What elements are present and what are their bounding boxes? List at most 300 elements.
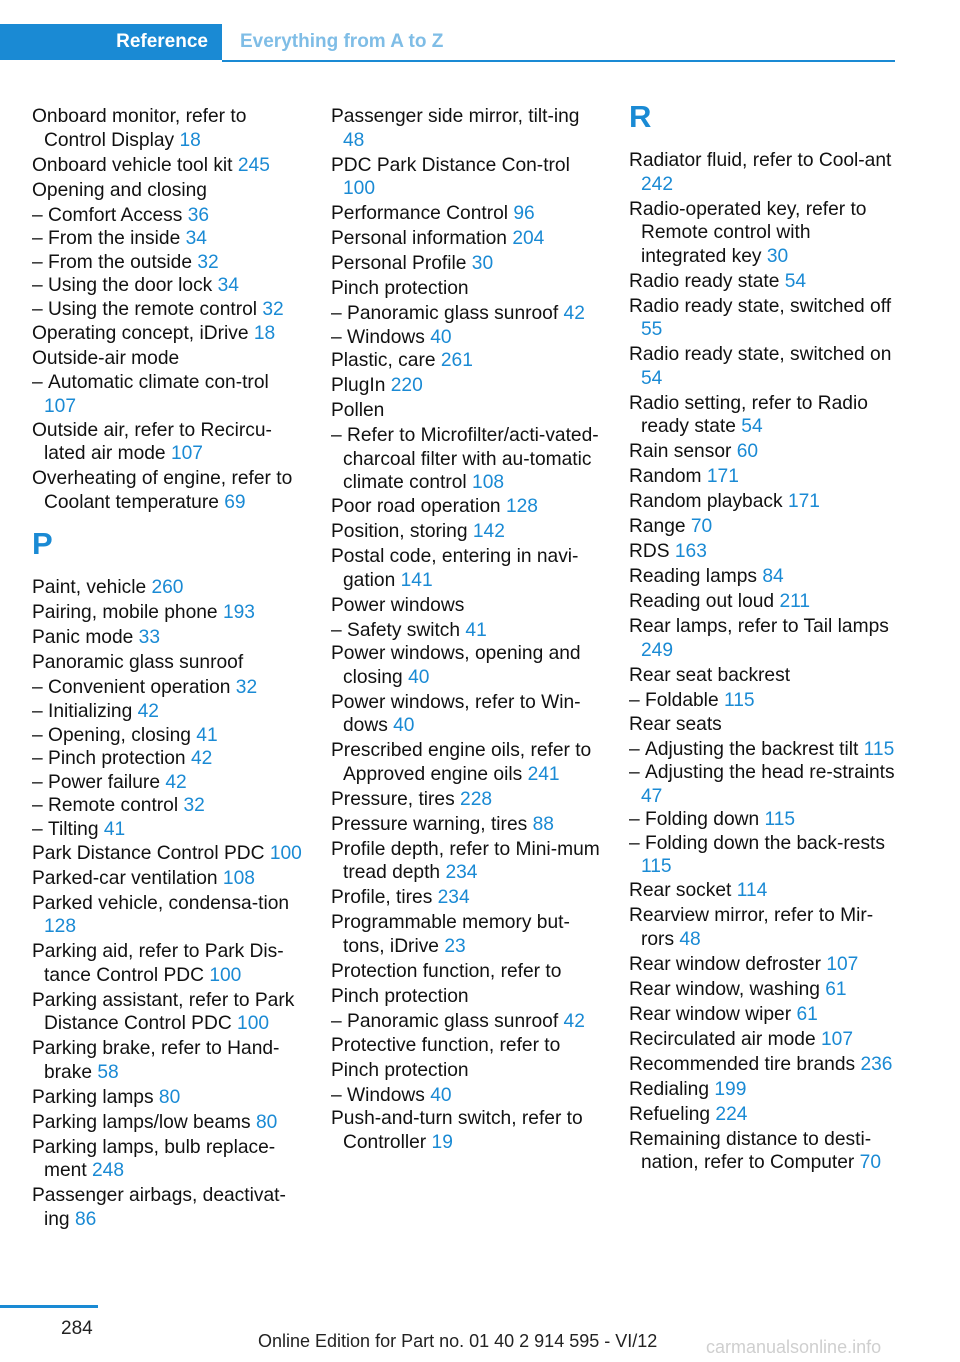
- header-section-title: Everything from A to Z: [240, 31, 444, 52]
- index-entry: [32, 989, 304, 1036]
- index-entry: [629, 392, 895, 439]
- index-entry: [629, 879, 895, 903]
- page-header: [0, 24, 895, 62]
- index-entry-text: Opening, closing: [48, 724, 191, 746]
- index-entry: [331, 495, 603, 519]
- index-subentry: [32, 274, 304, 298]
- index-entry-text: Push-and-turn switch, refer to Controller: [331, 1108, 583, 1153]
- index-subentry: [32, 724, 304, 748]
- page-reference-link[interactable]: 42: [137, 700, 159, 722]
- page-reference-link[interactable]: 42: [190, 748, 213, 770]
- page-reference-link[interactable]: 40: [393, 715, 415, 737]
- subentry-dash: –: [629, 832, 646, 854]
- page-reference-link[interactable]: 36: [187, 204, 210, 226]
- index-entry-text: Power windows, opening and closing: [331, 643, 581, 688]
- page-reference-link[interactable]: 54: [641, 367, 663, 389]
- page-reference-link[interactable]: 128: [505, 496, 538, 518]
- index-entry-text: Range: [629, 516, 686, 538]
- index-entry: [629, 149, 895, 196]
- edition-note: Online Edition for Part no. 01 40 2 914 595 - VI/12: [258, 1331, 658, 1351]
- index-entry: [629, 515, 895, 539]
- index-subentry: [32, 676, 304, 700]
- page-reference-link[interactable]: 100: [209, 964, 242, 986]
- page-reference-link[interactable]: 34: [217, 275, 239, 297]
- index-entry: [331, 545, 603, 592]
- index-entry-text: Initializing: [48, 700, 133, 722]
- index-entry-text: Folding down: [645, 809, 760, 831]
- index-entry-continuation: Pinch protection: [331, 1059, 469, 1081]
- index-entry: [32, 419, 304, 466]
- index-entry: [331, 813, 603, 837]
- index-entry-text: Protection function, refer to: [331, 960, 562, 982]
- index-entry-text: Radio-operated key, refer to Remote control with integrated key: [629, 198, 867, 267]
- index-entry: [331, 520, 603, 544]
- page-reference-link[interactable]: 107: [170, 443, 203, 465]
- index-entry-text: Reading lamps: [629, 566, 757, 588]
- page-reference-link[interactable]: 193: [222, 602, 255, 624]
- index-subentry: [629, 761, 895, 808]
- index-entry: [32, 1086, 304, 1110]
- subentry-dash: –: [32, 818, 49, 840]
- index-entry-text: From the inside: [48, 228, 181, 250]
- index-entry: [32, 347, 304, 371]
- index-entry-text: Convenient operation: [48, 677, 231, 699]
- index-entry-text: Parking lamps: [32, 1086, 154, 1108]
- index-entry-text: Rear window wiper: [629, 1003, 792, 1025]
- page-reference-link[interactable]: 33: [138, 627, 161, 649]
- index-entry-text: Pollen: [331, 400, 385, 422]
- index-entry-text: Profile, tires: [331, 887, 433, 909]
- index-column-3: [629, 99, 895, 1176]
- index-column-2: [331, 105, 603, 1156]
- page-reference-link[interactable]: 108: [222, 867, 255, 889]
- index-entry-text: Refer to Microfilter/acti-vated-charcoal filter with au-tomatic climate control: [343, 425, 599, 494]
- page-reference-link[interactable]: 249: [641, 639, 674, 661]
- subentry-dash: –: [629, 689, 646, 711]
- page-reference-link[interactable]: 84: [762, 566, 784, 588]
- index-subentry: [629, 738, 895, 762]
- index-entry-text: Operating concept, iDrive: [32, 322, 249, 344]
- page-reference-link[interactable]: 30: [471, 253, 494, 275]
- index-entry-text: Opening and closing: [32, 179, 207, 201]
- subentry-dash: –: [32, 275, 49, 297]
- index-entry-text: Plastic, care: [331, 350, 436, 372]
- index-subentry: [629, 808, 895, 832]
- index-entry: [32, 940, 304, 987]
- page-reference-link[interactable]: 234: [437, 887, 470, 909]
- index-entry: [629, 1128, 895, 1175]
- page-reference-link[interactable]: 171: [706, 466, 739, 488]
- index-entry-text: Pinch protection: [331, 278, 469, 300]
- watermark: carmanualsonline.info: [706, 1337, 882, 1357]
- index-subentry: [32, 371, 304, 418]
- page-reference-link[interactable]: 80: [158, 1086, 181, 1108]
- page-reference-link[interactable]: 100: [269, 842, 302, 864]
- index-entry-text: Passenger airbags, deactivat-ing: [32, 1185, 286, 1230]
- index-entry-text: Random playback: [629, 491, 783, 513]
- subentry-dash: –: [629, 762, 646, 784]
- page-reference-link[interactable]: 47: [641, 785, 663, 807]
- index-entry: [629, 343, 895, 390]
- page-reference-link[interactable]: 41: [103, 818, 126, 840]
- index-entry: [331, 960, 603, 984]
- index-subentry: [331, 302, 603, 326]
- page-reference-link[interactable]: 142: [472, 521, 505, 542]
- page-reference-link[interactable]: 54: [741, 416, 763, 438]
- page-reference-link[interactable]: 107: [820, 1028, 853, 1050]
- index-entry: [629, 1053, 895, 1077]
- page-reference-link[interactable]: 88: [532, 813, 554, 835]
- index-subentry: [32, 818, 304, 842]
- page-reference-link[interactable]: 40: [430, 1084, 452, 1106]
- index-subentry: [32, 298, 304, 322]
- index-entry-text: Using the remote control: [48, 298, 258, 320]
- page-number: 284: [61, 1318, 93, 1339]
- page-reference-link[interactable]: 199: [714, 1078, 747, 1100]
- index-entry: [629, 615, 895, 662]
- page-reference-link[interactable]: 107: [44, 396, 77, 418]
- index-entry: [32, 842, 304, 866]
- subentry-dash: –: [32, 298, 49, 320]
- page-reference-link[interactable]: 69: [224, 491, 246, 513]
- page-reference-link[interactable]: 115: [863, 738, 895, 760]
- index-entry: [331, 1107, 603, 1154]
- index-entry: [32, 1184, 304, 1231]
- page-reference-link[interactable]: 204: [512, 228, 545, 250]
- index-entry-text: Reading out loud: [629, 591, 775, 613]
- page-reference-link[interactable]: 241: [527, 763, 560, 785]
- index-entry: [629, 978, 895, 1002]
- index-entry: [629, 440, 895, 464]
- index-entry-text: Comfort Access: [48, 204, 183, 226]
- page-reference-link[interactable]: 23: [444, 936, 466, 957]
- page-reference-link[interactable]: 260: [151, 577, 184, 599]
- page-reference-link[interactable]: 40: [408, 666, 430, 688]
- page-reference-link[interactable]: 32: [197, 251, 219, 273]
- page-reference-link[interactable]: 48: [679, 928, 701, 950]
- index-entry-text: Panic mode: [32, 627, 134, 649]
- index-entry: [629, 198, 895, 269]
- index-entry-text: Remaining distance to desti-nation, refer to Computer: [629, 1128, 872, 1174]
- index-entry-text: Folding down the back-rests: [645, 832, 885, 854]
- index-entry: [629, 1028, 895, 1052]
- index-entry-text: Recirculated air mode: [629, 1028, 816, 1050]
- index-entry: [629, 295, 895, 342]
- index-entry-text: Panoramic glass sunroof: [32, 652, 244, 674]
- index-entry-text: Refueling: [629, 1103, 711, 1125]
- index-entry: [331, 374, 603, 398]
- index-entry: [331, 399, 603, 423]
- index-subentry: [32, 747, 304, 771]
- index-entry-text: Redialing: [629, 1078, 710, 1100]
- index-entry: [32, 154, 304, 178]
- index-entry: [629, 465, 895, 489]
- index-subentry: [331, 424, 603, 495]
- index-entry-text: Tilting: [48, 818, 99, 840]
- page-reference-link[interactable]: 42: [563, 303, 585, 325]
- index-entry: [32, 1136, 304, 1183]
- index-subentry: [32, 204, 304, 228]
- page-reference-link[interactable]: 100: [343, 178, 376, 200]
- index-entry: [32, 322, 304, 346]
- subentry-dash: –: [331, 1084, 348, 1106]
- index-column-1: [32, 105, 304, 1233]
- index-entry: [629, 953, 895, 977]
- footer-rule: [0, 1305, 98, 1308]
- page-reference-link[interactable]: 163: [674, 541, 707, 563]
- index-entry-text: Power failure: [48, 771, 160, 793]
- index-entry-text: Position, storing: [331, 521, 468, 542]
- index-entry-text: Radio setting, refer to Radio ready state: [629, 392, 868, 438]
- index-entry-text: Passenger side mirror, tilt-ing: [331, 106, 580, 127]
- index-entry-text: Prescribed engine oils, refer to Approved engine oils: [331, 740, 592, 785]
- index-entry-text: Foldable: [645, 689, 719, 711]
- index-entry-text: Radio ready state, switched off: [629, 295, 892, 317]
- index-entry: [331, 739, 603, 786]
- index-entry-text: Radiator fluid, refer to Cool-ant: [629, 150, 892, 171]
- index-entry: [331, 838, 603, 885]
- index-entry-text: Pressure, tires: [331, 788, 455, 810]
- index-entry-text: Rain sensor: [629, 441, 732, 463]
- page-reference-link[interactable]: 60: [736, 441, 759, 463]
- index-entry: [32, 179, 304, 203]
- index-subentry: [629, 689, 895, 713]
- index-entry-text: Protective function, refer to: [331, 1034, 561, 1056]
- index-entry-text: Random: [629, 466, 702, 488]
- page-reference-link[interactable]: 242: [641, 173, 674, 195]
- page-reference-link[interactable]: 70: [690, 516, 713, 538]
- index-entry: [629, 270, 895, 294]
- index-entry: [331, 642, 603, 689]
- index-entry: [629, 1003, 895, 1027]
- header-rule: [222, 60, 895, 62]
- index-entry: [629, 590, 895, 614]
- index-entry: [32, 467, 304, 514]
- page-reference-link[interactable]: 100: [237, 1013, 270, 1035]
- subentry-dash: –: [331, 619, 348, 641]
- page-reference-link[interactable]: 58: [97, 1061, 119, 1083]
- page-reference-link[interactable]: 18: [253, 322, 276, 344]
- index-entry: [331, 227, 603, 251]
- page-reference-link[interactable]: 115: [764, 809, 796, 831]
- index-letter-heading: P: [32, 526, 53, 562]
- subentry-dash: –: [32, 204, 49, 226]
- index-subentry: [32, 771, 304, 795]
- page-reference-link[interactable]: 115: [641, 856, 672, 878]
- page-reference-link[interactable]: 61: [796, 1003, 818, 1025]
- page-reference-link[interactable]: 55: [641, 319, 663, 341]
- index-entry-text: Parking lamps, bulb replace-ment: [32, 1136, 276, 1182]
- page-reference-link[interactable]: 18: [179, 129, 201, 151]
- index-entry-text: Parked-car ventilation: [32, 867, 218, 889]
- page-reference-link[interactable]: 54: [784, 270, 807, 292]
- index-entry-text: Parking brake, refer to Hand-brake: [32, 1038, 280, 1083]
- page-reference-link[interactable]: 115: [723, 689, 755, 711]
- index-entry-text: Rear lamps, refer to Tail lamps: [629, 616, 889, 638]
- page-reference-link[interactable]: 114: [736, 880, 768, 902]
- index-entry: [331, 349, 603, 373]
- index-entry: [331, 911, 603, 958]
- page-reference-link[interactable]: 80: [255, 1111, 278, 1133]
- index-entry-text: Rearview mirror, refer to Mir-rors: [629, 905, 874, 950]
- index-entry: [629, 540, 895, 564]
- index-subentry: [331, 326, 603, 350]
- index-entry: [331, 202, 603, 226]
- index-entry-text: Pressure warning, tires: [331, 813, 528, 835]
- index-entry: [331, 594, 603, 618]
- index-entry-text: Panoramic glass sunroof: [347, 1010, 559, 1032]
- index-entry-text: Profile depth, refer to Mini-mum tread depth: [331, 838, 600, 884]
- subentry-dash: –: [32, 771, 49, 793]
- index-entry-text: From the outside: [48, 251, 192, 273]
- index-entry-text: Windows: [347, 326, 425, 348]
- index-entry-text: Pairing, mobile phone: [32, 602, 218, 624]
- page-reference-link[interactable]: 48: [343, 129, 365, 151]
- index-entry-text: Radio ready state: [629, 270, 780, 292]
- page-reference-link[interactable]: 245: [237, 154, 270, 176]
- page-reference-link[interactable]: 19: [431, 1131, 453, 1153]
- index-entry-text: Remote control: [48, 795, 179, 817]
- subentry-dash: –: [32, 795, 49, 817]
- index-entry: [629, 904, 895, 951]
- page-reference-link[interactable]: 34: [185, 228, 207, 250]
- index-entry: [32, 892, 304, 939]
- index-entry-text: Overheating of engine, refer to Coolant temperature: [32, 468, 293, 513]
- page-reference-link[interactable]: 211: [779, 591, 811, 613]
- index-entry: [331, 105, 603, 152]
- subentry-dash: –: [32, 372, 49, 394]
- index-entry-text: Safety switch: [347, 619, 461, 641]
- index-entry-text: Windows: [347, 1084, 425, 1106]
- index-subentry: [32, 700, 304, 724]
- page-reference-link[interactable]: 141: [400, 569, 433, 591]
- index-entry: [32, 1111, 304, 1135]
- index-subentry: [32, 227, 304, 251]
- index-entry-text: RDS: [629, 541, 670, 563]
- page-reference-link[interactable]: 32: [183, 795, 205, 817]
- index-entry-text: Parked vehicle, condensa-tion: [32, 892, 290, 914]
- index-entry-text: Parking assistant, refer to Park Distance Control PDC: [32, 989, 295, 1035]
- page-reference-link[interactable]: 42: [165, 771, 187, 793]
- subentry-dash: –: [32, 677, 49, 699]
- page-reference-link[interactable]: 42: [563, 1010, 585, 1032]
- page-reference-link[interactable]: 32: [262, 298, 284, 320]
- index-entry: [331, 154, 603, 201]
- index-entry-text: Power windows: [331, 594, 465, 616]
- page-reference-link[interactable]: 108: [472, 472, 505, 494]
- page-reference-link[interactable]: 128: [44, 916, 77, 938]
- index-entry-text: Radio ready state, switched on: [629, 344, 892, 366]
- index-entry-text: Paint, vehicle: [32, 577, 147, 599]
- index-entry: [331, 252, 603, 276]
- page-reference-link[interactable]: 171: [787, 491, 820, 513]
- index-entry: [629, 565, 895, 589]
- index-entry: [32, 1037, 304, 1084]
- index-entry: [629, 1078, 895, 1102]
- index-entry-text: Outside air, refer to Recircu-lated air mode: [32, 419, 272, 465]
- subentry-dash: –: [32, 724, 49, 746]
- page-reference-link[interactable]: 236: [860, 1053, 893, 1075]
- index-entry-text: Poor road operation: [331, 496, 501, 518]
- subentry-dash: –: [331, 326, 348, 348]
- index-entry: [629, 1103, 895, 1127]
- subentry-dash: –: [32, 251, 49, 273]
- index-entry-text: Adjusting the head re-straints: [645, 762, 895, 784]
- index-entry: [32, 651, 304, 675]
- index-entry-text: Park Distance Control PDC: [32, 842, 265, 864]
- index-entry-continuation: Pinch protection: [331, 985, 469, 1007]
- page-reference-link[interactable]: 261: [440, 350, 473, 372]
- index-entry-text: Programmable memory but-tons, iDrive: [331, 912, 570, 957]
- index-entry-text: Pinch protection: [48, 748, 186, 770]
- index-entry: [629, 713, 895, 737]
- index-entry: [629, 664, 895, 688]
- index-entry-text: Rear seat backrest: [629, 664, 791, 686]
- index-entry: [629, 490, 895, 514]
- page-reference-link[interactable]: 40: [430, 326, 452, 348]
- index-entry-text: Power windows, refer to Win-dows: [331, 691, 581, 737]
- index-entry-text: Postal code, entering in navi-gation: [331, 545, 579, 591]
- page-reference-link[interactable]: 61: [825, 978, 847, 1000]
- page-reference-link[interactable]: 41: [196, 724, 218, 746]
- page-reference-link[interactable]: 70: [859, 1152, 881, 1174]
- subentry-dash: –: [331, 425, 348, 447]
- index-entry-text: Rear window, washing: [629, 978, 820, 1000]
- index-entry-text: Parking aid, refer to Park Dis-tance Control PDC: [32, 941, 284, 986]
- index-subentry: [629, 832, 895, 879]
- index-entry-text: PlugIn: [331, 375, 386, 397]
- page-reference-link[interactable]: 228: [460, 788, 493, 810]
- page-reference-link[interactable]: 32: [235, 677, 258, 699]
- page-reference-link[interactable]: 86: [74, 1208, 97, 1230]
- page-reference-link[interactable]: 220: [390, 375, 423, 397]
- page-reference-link[interactable]: 248: [92, 1160, 125, 1182]
- subentry-dash: –: [32, 700, 49, 722]
- page-reference-link[interactable]: 224: [715, 1103, 748, 1125]
- page-reference-link[interactable]: 96: [513, 203, 535, 225]
- index-subentry: [331, 1084, 603, 1108]
- index-subentry: [331, 619, 603, 643]
- index-entry: [32, 626, 304, 650]
- index-entry-text: Performance Control: [331, 203, 509, 225]
- index-entry: [331, 788, 603, 812]
- subentry-dash: –: [331, 303, 348, 325]
- subentry-dash: –: [629, 738, 646, 760]
- index-entry-text: Rear window defroster: [629, 953, 821, 975]
- index-entry-text: Outside-air mode: [32, 347, 180, 369]
- index-entry-text: Adjusting the backrest tilt: [645, 738, 859, 760]
- index-letter-heading: R: [629, 99, 652, 134]
- page-reference-link[interactable]: 234: [445, 862, 478, 884]
- page-reference-link[interactable]: 107: [826, 953, 859, 975]
- index-entry: [32, 601, 304, 625]
- index-entry: [32, 867, 304, 891]
- index-entry-text: Personal Profile: [331, 253, 467, 275]
- index-entry-text: Personal information: [331, 228, 507, 250]
- subentry-dash: –: [331, 1010, 348, 1032]
- page-reference-link[interactable]: 41: [465, 619, 487, 641]
- subentry-dash: –: [629, 809, 646, 831]
- subentry-dash: –: [32, 228, 49, 250]
- index-entry-text: Using the door lock: [48, 275, 213, 297]
- page-reference-link[interactable]: 30: [766, 245, 789, 267]
- subentry-dash: –: [32, 748, 49, 770]
- index-entry: [32, 576, 304, 600]
- header-tab-reference: Reference: [0, 24, 222, 60]
- index-entry: [331, 1034, 603, 1058]
- index-entry-text: Rear seats: [629, 713, 722, 735]
- index-subentry: [32, 794, 304, 818]
